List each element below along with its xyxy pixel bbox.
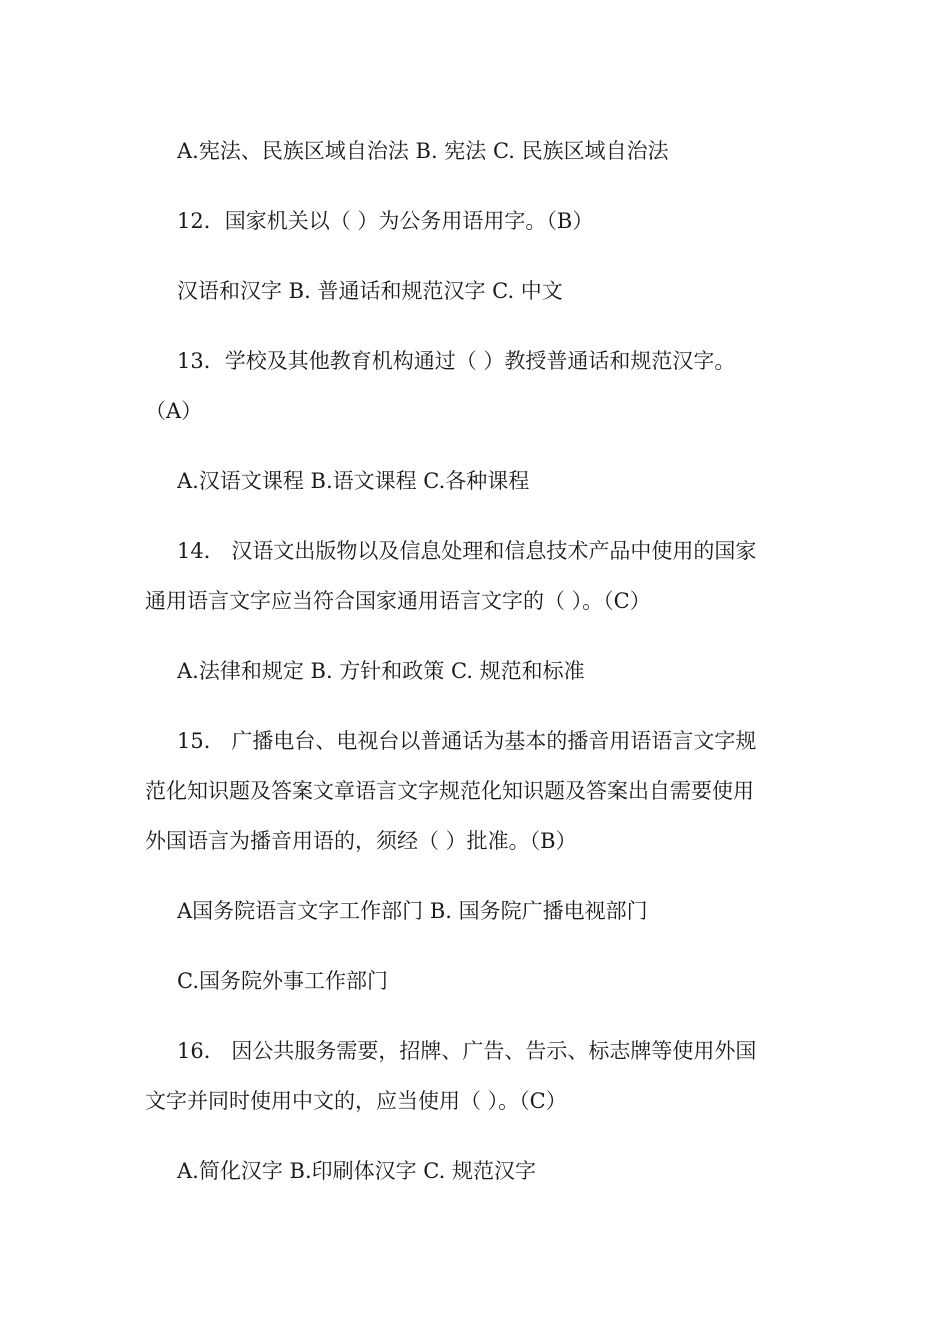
question-15-line-1: 15． 广播电台、电视台以普通话为基本的播音用语语言文字规 [177,729,757,753]
question-13: 13．学校及其他教育机构通过（ ）教授普通话和规范汉字。 [177,349,736,373]
option-line-12: 汉语和汉字 B. 普通话和规范汉字 C. 中文 [177,279,563,303]
option-line-13: A.汉语文课程 B.语文课程 C.各种课程 [177,469,530,493]
option-line-14: A.法律和规定 B. 方针和政策 C. 规范和标准 [177,659,585,683]
question-15-line-3: 外国语言为播音用语的，须经（ ）批准。（B） [145,829,577,853]
option-line-11: A.宪法、民族区域自治法 B. 宪法 C. 民族区域自治法 [177,139,669,163]
option-line-16: A.简化汉字 B.印刷体汉字 C. 规范汉字 [177,1159,536,1183]
question-16-line-1: 16． 因公共服务需要，招牌、广告、告示、标志牌等使用外国 [177,1039,757,1063]
question-16-line-2: 文字并同时使用中文的，应当使用（ ）。（C） [145,1089,567,1113]
option-line-15b: C.国务院外事工作部门 [177,969,388,993]
question-14-line-2: 通用语言文字应当符合国家通用语言文字的（ ）。（C） [145,589,651,613]
option-line-15a: A国务院语言文字工作部门 B. 国务院广播电视部门 [177,899,648,923]
question-14-line-1: 14． 汉语文出版物以及信息处理和信息技术产品中使用的国家 [177,539,757,563]
question-15-line-2: 范化知识题及答案文章语言文字规范化知识题及答案出自需要使用 [145,779,754,803]
question-12: 12．国家机关以（ ）为公务用语用字。（B） [177,209,594,233]
question-13-answer: （A） [145,399,203,423]
